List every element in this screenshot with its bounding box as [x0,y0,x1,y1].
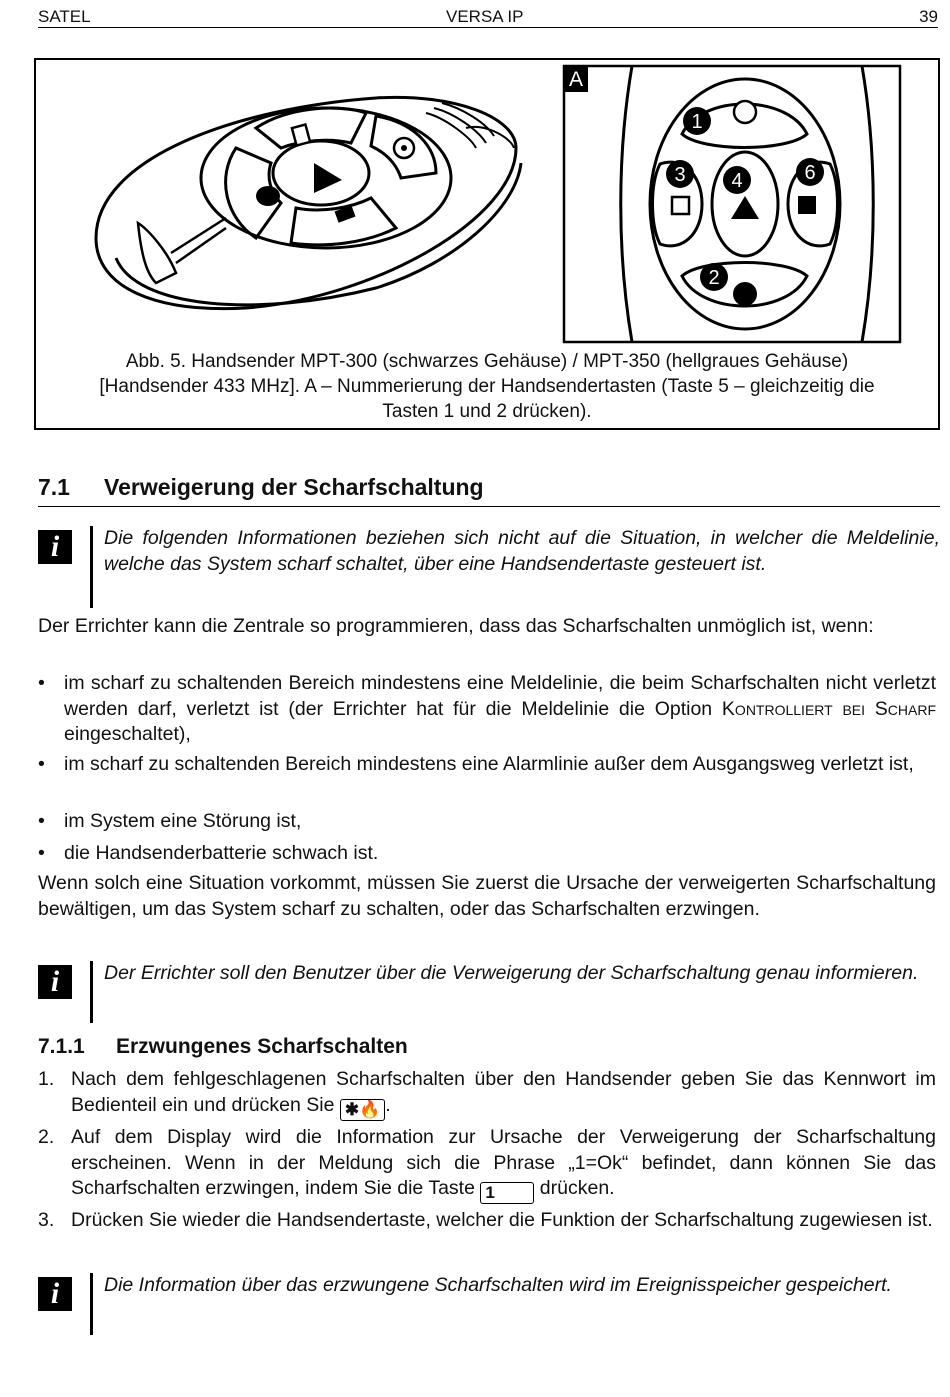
note-text: Die Information über das erzwungene Scharfschalten wird im Ereignisspeicher gespeichert. [104,1274,892,1296]
bullet-text: im scharf zu schaltenden Bereich mindestens eine Meldelinie, die beim Scharfschalten nicht verletzt werden darf, verletzt ist (der Errichter hat für die Meldelinie die Option Kontrolliert bei Scharf eingeschaltet), [64,672,936,745]
remote-illustration [76,68,536,348]
note-text: Die folgenden Informationen beziehen sich nicht auf die Situation, in welcher die Meldelinie, welche das System scharf schaltet, über eine Handsendertaste gesteuert ist. [104,527,940,575]
svg-text:1: 1 [691,111,703,133]
section-title: Verweigerung der Scharfschaltung [104,474,484,500]
subsection-title: Erzwungenes Scharfschalten [116,1035,408,1058]
keymap-illustration [562,64,902,344]
info-note-1 [38,526,940,606]
section-heading [38,472,940,507]
caption-line: [Handsender 433 MHz]. A – Nummerierung der Handsendertasten (Taste 5 – gleichzeitig die [99,376,875,397]
step-text: Drücken Sie wieder die Handsendertaste, welcher die Funktion der Scharfschaltung zugewiesen ist. [71,1209,933,1231]
section-number: 7.1 [38,474,70,500]
page-number: 39 [919,7,938,26]
subsection-heading [38,1035,408,1059]
note-text: Der Errichter soll den Benutzer über die Verweigerung der Scharfschaltung genau informieren. [104,962,919,984]
svg-text:4: 4 [731,170,743,192]
step-text: Nach dem fehlgeschlagenen Scharfschalten über den Handsender geben Sie das Kennwort im Bedienteil ein und drücken Sie ✱🔥 . [71,1068,936,1119]
open-square-symbol-icon [672,197,689,214]
label-a: A [568,68,584,91]
step-number: 1. [38,1068,55,1090]
filled-circle-symbol-icon [733,282,757,306]
triangle-key-icon [314,163,342,193]
info-icon: i [38,1277,72,1311]
caption-line: Abb. 5. Handsender MPT-300 (schwarzes Gehäuse) / MPT-350 (hellgraues Gehäuse) [125,351,849,372]
figure-box [34,58,940,430]
header-product: VERSA IP [446,7,524,26]
open-square-key-icon [292,124,310,145]
step-number: 3. [38,1209,55,1231]
svg-text:6: 6 [804,162,816,184]
circle-symbol-icon [734,101,756,123]
note-divider [90,526,93,608]
filled-circle-key-icon [256,186,280,206]
bullet-marker: • [38,672,45,694]
note-divider [90,961,93,1023]
caption-line: Tasten 1 und 2 drücken). [382,401,592,422]
step-number: 2. [38,1126,55,1148]
star-fire-key-icon: ✱🔥 [340,1099,385,1121]
info-note-3 [38,1273,940,1333]
subsection-number: 7.1.1 [38,1035,85,1058]
bullet-text: die Handsenderbatterie schwach ist. [64,842,379,864]
svg-text:3: 3 [674,164,686,186]
key-1-icon: 1 [480,1182,534,1204]
step-text: Auf dem Display wird die Information zur Ursache der Verweigerung der Scharfschaltung erscheinen. Wenn in der Meldung sich die Phrase „1=Ok“ befindet, dann können Sie das Scharfschalten erzwingen, indem Sie die Taste 1 drücken. [71,1126,936,1202]
figure-caption [42,349,932,424]
header-brand: SATEL [38,7,91,26]
svg-text:2: 2 [708,267,720,289]
info-note-2 [38,961,940,1021]
option-name: Kontrolliert bei Scharf [721,697,936,720]
page-header [38,5,938,28]
info-icon: i [38,965,72,999]
situation-paragraph: Wenn solch eine Situation vorkommt, müssen Sie zuerst die Ursache der verweigerten Scharfschaltung bewältigen, um das System scharf zu schalten, oder das Scharfschalten erzwingen. [38,872,936,920]
intro-paragraph: Der Errichter kann die Zentrale so programmieren, dass das Scharfschalten unmöglich ist, wenn: [38,615,874,637]
filled-square-symbol-icon [798,196,816,214]
bullet-text: im System eine Störung ist, [64,810,302,832]
note-divider [90,1273,93,1335]
bullet-text: im scharf zu schaltenden Bereich mindestens eine Alarmlinie außer dem Ausgangsweg verletzt ist, [64,753,914,775]
info-icon: i [38,530,72,564]
